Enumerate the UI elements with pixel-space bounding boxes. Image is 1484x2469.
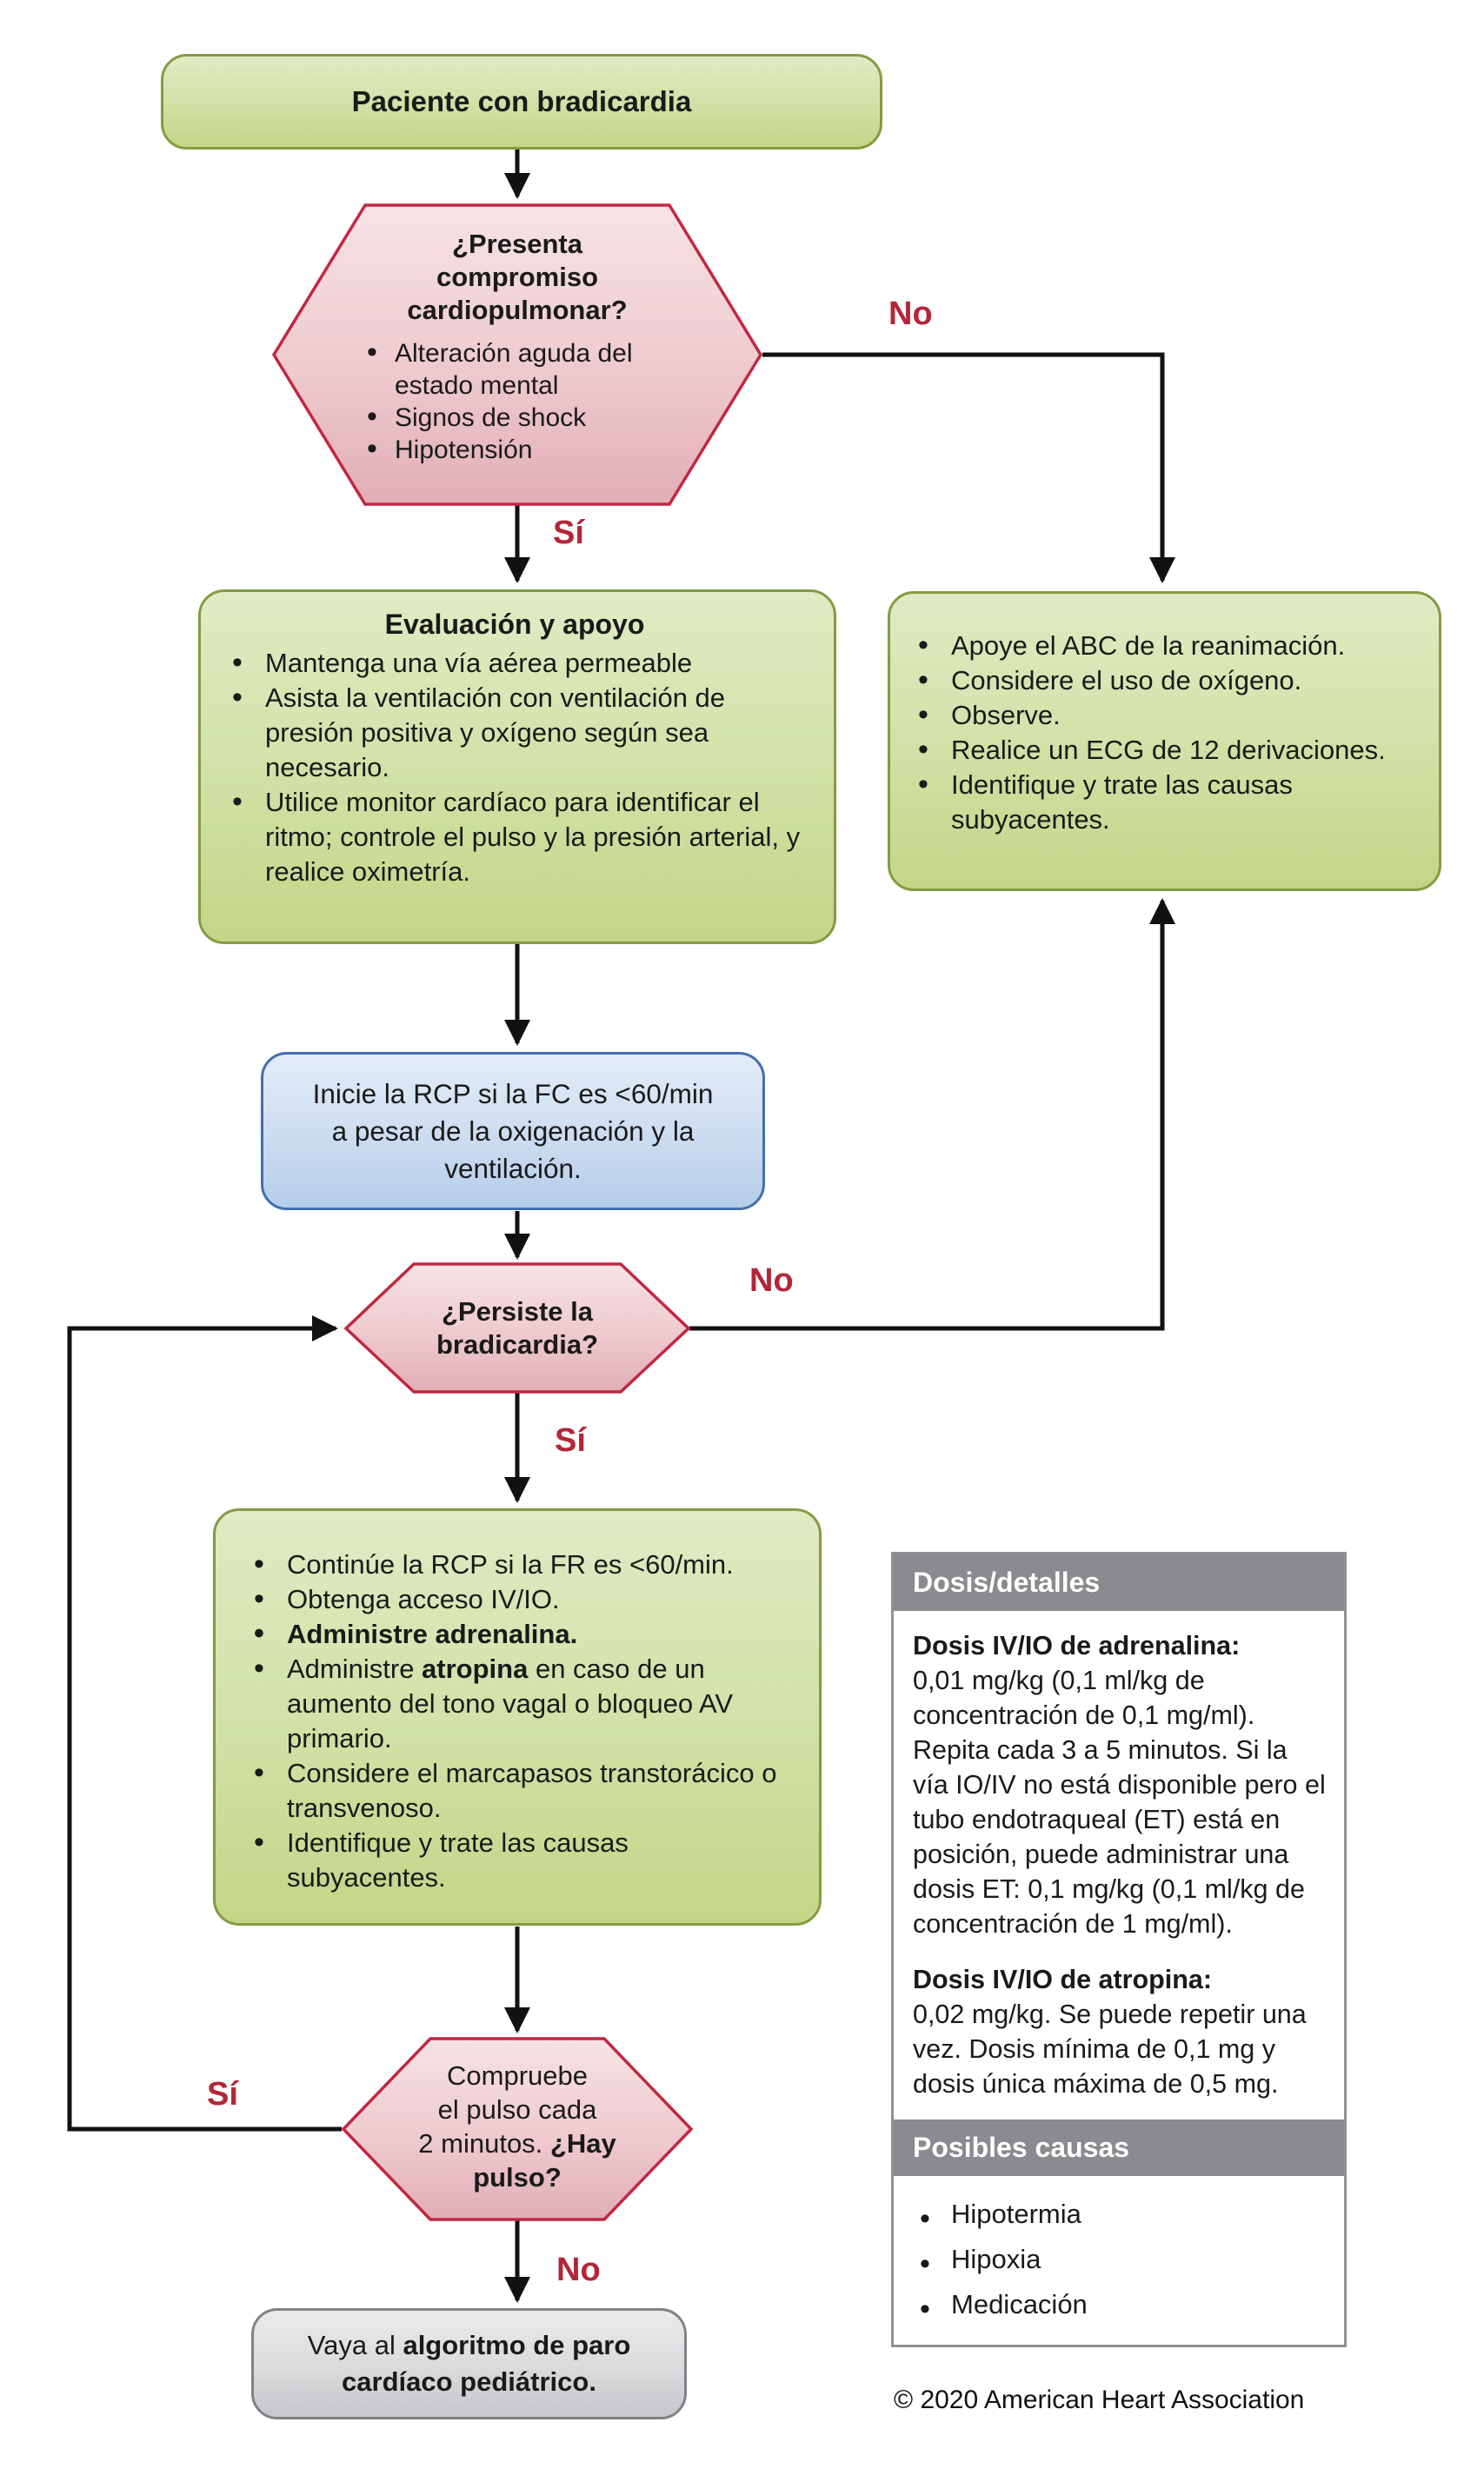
cause-item: • Medicación (902, 2282, 1334, 2327)
treatment-box (213, 1508, 822, 1926)
abc-bullet: • Observe. (906, 698, 1418, 733)
abc-bullet: • Realice un ECG de 12 derivaciones. (906, 733, 1418, 768)
dose-details-body (894, 1611, 1344, 2117)
dose-details-panel (891, 1552, 1347, 2347)
cpr-line: Inicie la RCP si la FC es <60/min (312, 1077, 714, 1109)
start-cpr-box (261, 1052, 765, 1210)
hex3-line1: Compruebe (447, 2060, 588, 2091)
hex2-question (343, 1295, 691, 1361)
abc-support-box (888, 591, 1441, 891)
hex1-no-label: No (888, 296, 933, 332)
possible-causes-list (894, 2178, 1344, 2345)
treatment-bullet: • Identifique y trate las causas subyacentes. (242, 1826, 793, 1895)
goto-bold2: cardíaco pediátrico. (342, 2366, 596, 2397)
treatment-bullet: • Continúe la RCP si la FR es <60/min. (242, 1547, 793, 1582)
treatment-bullet-bold: atropina (422, 1654, 529, 1684)
goto-normal: Vaya al (307, 2330, 403, 2360)
treatment-bullet (242, 1652, 793, 1756)
treatment-bullet-segment: Administre (287, 1654, 423, 1684)
hex1-title-line3: cardiopulmonar? (407, 295, 628, 325)
hex3-yes-label: Sí (207, 2076, 238, 2113)
evaluation-support-box (198, 589, 836, 944)
hex3-line2: el pulso cada (437, 2094, 597, 2125)
hex2-line1: ¿Persiste la (441, 1296, 594, 1327)
hex1-title-line1: ¿Presenta (452, 229, 582, 259)
copyright-notice: © 2020 American Heart Association (894, 2386, 1305, 2414)
cause-item: • Hipoxia (902, 2237, 1334, 2282)
hex2-yes-label: Sí (555, 1422, 586, 1459)
evaluation-bullet: • Asista la ventilación con ventilación de presión positiva y oxígeno según sea necesario. (220, 681, 809, 785)
atropine-dose-title: Dosis IV/IO de atropina: (913, 1965, 1213, 1994)
abc-bullet: • Considere el uso de oxígeno. (906, 663, 1418, 698)
hex1-title-line2: compromiso (436, 262, 599, 292)
treatment-bullet-segment: en caso de un aumento del tono vagal o bloqueo AV primario. (287, 1654, 734, 1754)
hex1-bullet: • Signos de shock (355, 402, 668, 434)
possible-causes-header: Posibles causas (894, 2117, 1344, 2178)
start-box-label: Paciente con bradicardia (351, 85, 692, 117)
hex3-line3 (365, 2126, 669, 2160)
hex1-criteria-list (355, 337, 668, 466)
hex2-line2: bradicardia? (436, 1329, 599, 1360)
hex1-bullet: • Hipotensión (355, 434, 668, 466)
hex2-no-label: No (749, 1262, 794, 1299)
hex1-bullet: • Alteración aguda del estado mental (355, 337, 668, 402)
abc-bullet: • Apoye el ABC de la reanimación. (906, 629, 1418, 663)
hex3-question (365, 2059, 669, 2194)
hex1-question (287, 228, 748, 327)
treatment-bullet: • Administre adrenalina. (242, 1617, 793, 1652)
adrenaline-dose-text: 0,01 mg/kg (0,1 ml/kg de concentración de 0,1 mg/ml). Repita cada 3 a 5 minutos. Si la vía IO/IV no está disponible pero el tubo endotraqueal (ET) está en posición, puede administrar una dosis ET: 0,1 mg/kg (0,1 ml/kg de concentración de 1 mg/ml). (913, 1666, 1326, 1939)
hex1-yes-label: Sí (553, 515, 584, 551)
hex3-no-label: No (556, 2252, 601, 2288)
treatment-bullet: • Considere el marcapasos transtorácico o transvenoso. (242, 1756, 793, 1826)
adrenaline-dose-title: Dosis IV/IO de adrenalina: (913, 1631, 1241, 1660)
goto-bold1: algoritmo de paro (403, 2330, 631, 2360)
connector-hex1-no-to-abc-box (762, 355, 1162, 581)
start-box-patient-bradycardia (161, 54, 882, 150)
cpr-line: a pesar de la oxigenación y la (331, 1115, 695, 1147)
goto-cardiac-arrest-box (251, 2308, 687, 2419)
hex3-line3-bold: ¿Hay (549, 2128, 616, 2159)
atropine-dose-text: 0,02 mg/kg. Se puede repetir una vez. Dosis mínima de 0,1 mg y dosis única máxima de 0,5 mg. (913, 2000, 1307, 2099)
evaluation-bullet: • Utilice monitor cardíaco para identificar el ritmo; controle el pulso y la presión arterial, y realice oximetría. (220, 785, 809, 889)
abc-bullet: • Identifique y trate las causas subyacentes. (906, 768, 1418, 837)
evaluation-bullet: • Mantenga una vía aérea permeable (220, 646, 809, 681)
cause-item: • Hipotermia (902, 2192, 1334, 2237)
cpr-line: ventilación. (444, 1152, 582, 1184)
treatment-bullet: • Obtenga acceso IV/IO. (242, 1582, 793, 1617)
dose-details-header: Dosis/detalles (894, 1554, 1344, 1611)
evaluation-box-title: Evaluación y apoyo (384, 609, 645, 640)
hex3-line3-normal: 2 minutos. (418, 2128, 550, 2159)
goto-line1 (308, 2327, 631, 2364)
hex3-line4: pulso? (473, 2162, 562, 2193)
